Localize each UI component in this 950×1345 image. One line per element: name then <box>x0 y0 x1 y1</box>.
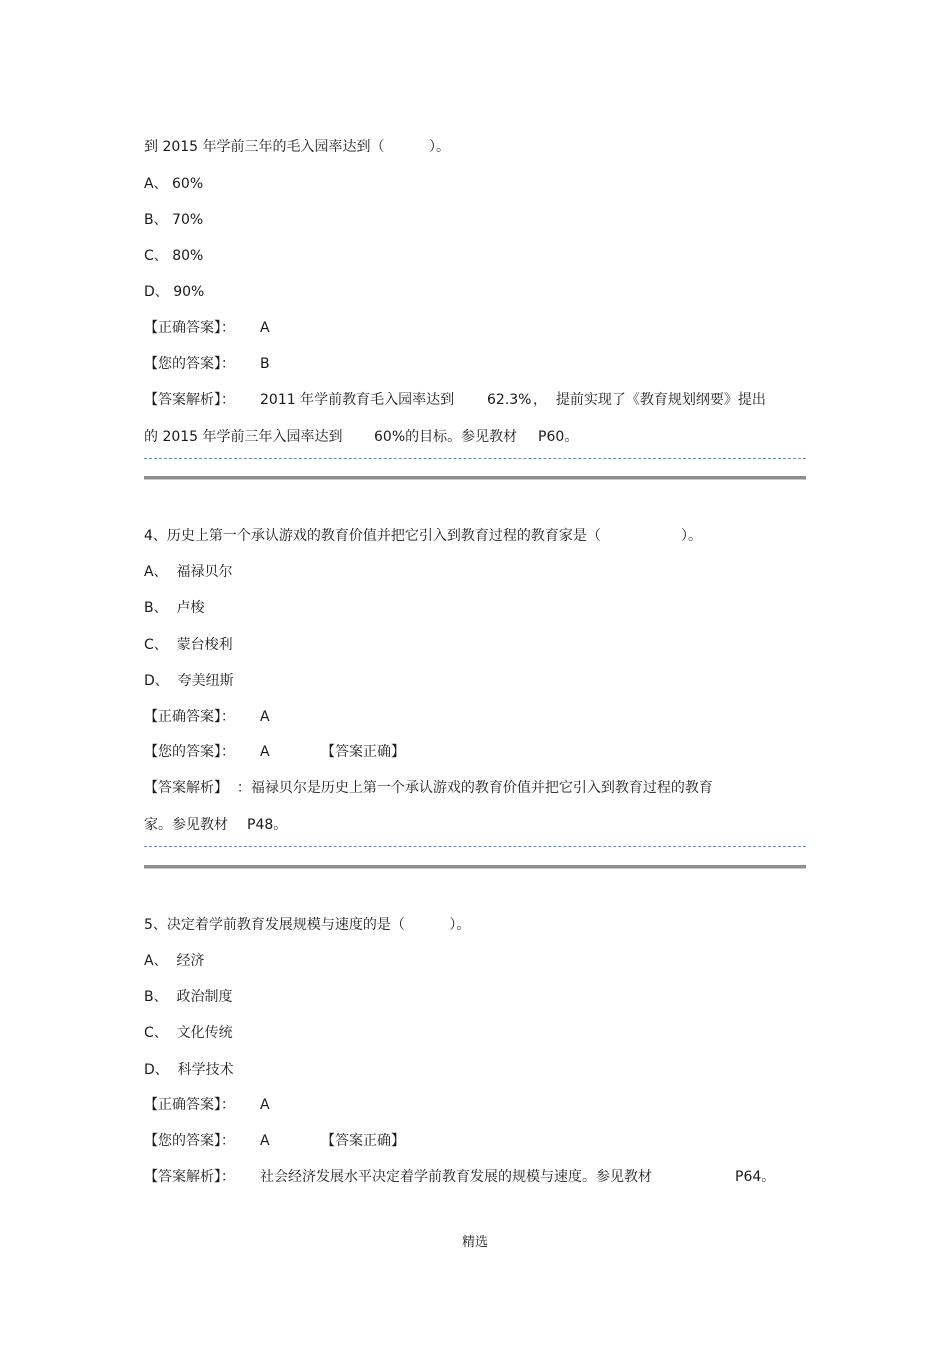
option-c: C、 文化传统 <box>144 1025 233 1041</box>
option-d: D、 90% <box>144 284 205 300</box>
question-stem: 5、决定着学前教育发展规模与速度的是（ ）。 <box>144 917 471 933</box>
your-answer-label: 【您的答案】： <box>144 356 235 372</box>
your-answer-label: 【您的答案】： <box>144 744 235 760</box>
analysis-text: 60%的目标。参见教材 <box>374 429 518 445</box>
question-stem: 4、历史上第一个承认游戏的教育价值并把它引入到教育过程的教育家是（ ）。 <box>144 528 703 544</box>
option-b: B、 政治制度 <box>144 989 233 1005</box>
analysis-text: P60。 <box>538 429 579 445</box>
option-d: D、 夸美纽斯 <box>144 673 234 689</box>
option-a: A、 经济 <box>144 953 205 969</box>
option-a: A、 60% <box>144 176 204 192</box>
correct-answer-label: 【正确答案】： <box>144 709 235 725</box>
option-b: B、 卢梭 <box>144 600 205 616</box>
section-separator <box>144 865 806 869</box>
correct-answer-value: A <box>260 709 270 725</box>
option-a: A、 福禄贝尔 <box>144 564 233 580</box>
your-answer-value: B <box>260 356 270 372</box>
your-answer-value: A <box>260 1133 270 1149</box>
analysis-text: P48。 <box>247 817 288 833</box>
page-footer: 精选 <box>461 1235 488 1250</box>
answer-status-badge: 【答案正确】 <box>321 744 405 760</box>
correct-answer-label: 【正确答案】： <box>144 1097 235 1113</box>
option-c: C、 蒙台梭利 <box>144 637 233 653</box>
analysis-text: 社会经济发展水平决定着学前教育发展的规模与速度。参见教材 <box>260 1169 652 1185</box>
analysis-text: 62.3% <box>487 392 532 408</box>
analysis-text: ， 提前实现了《教育规划纲要》提出 <box>533 392 766 408</box>
section-separator <box>144 476 806 480</box>
correct-answer-value: A <box>260 1097 270 1113</box>
analysis-text: 的 2015 年学前三年入园率达到 <box>144 429 343 445</box>
dashed-divider <box>144 846 806 847</box>
option-b: B、 70% <box>144 212 204 228</box>
your-answer-label: 【您的答案】： <box>144 1133 235 1149</box>
option-c: C、 80% <box>144 248 204 264</box>
analysis-text: P64。 <box>735 1169 776 1185</box>
question-stem: 到 2015 年学前三年的毛入园率达到（ ）。 <box>144 139 451 155</box>
correct-answer-value: A <box>260 320 270 336</box>
dashed-divider <box>144 458 806 459</box>
analysis-label: 【答案解析】： <box>144 1169 235 1185</box>
your-answer-value: A <box>260 744 270 760</box>
analysis-text: 2011 年学前教育毛入园率达到 <box>260 392 455 408</box>
option-d: D、 科学技术 <box>144 1062 234 1078</box>
correct-answer-label: 【正确答案】： <box>144 320 235 336</box>
analysis-text: 【答案解析】 ：福禄贝尔是历史上第一个承认游戏的教育价值并把它引入到教育过程的教育 <box>144 780 713 796</box>
analysis-label: 【答案解析】： <box>144 392 235 408</box>
answer-status-badge: 【答案正确】 <box>321 1133 405 1149</box>
analysis-text: 家。参见教材 <box>144 817 228 833</box>
